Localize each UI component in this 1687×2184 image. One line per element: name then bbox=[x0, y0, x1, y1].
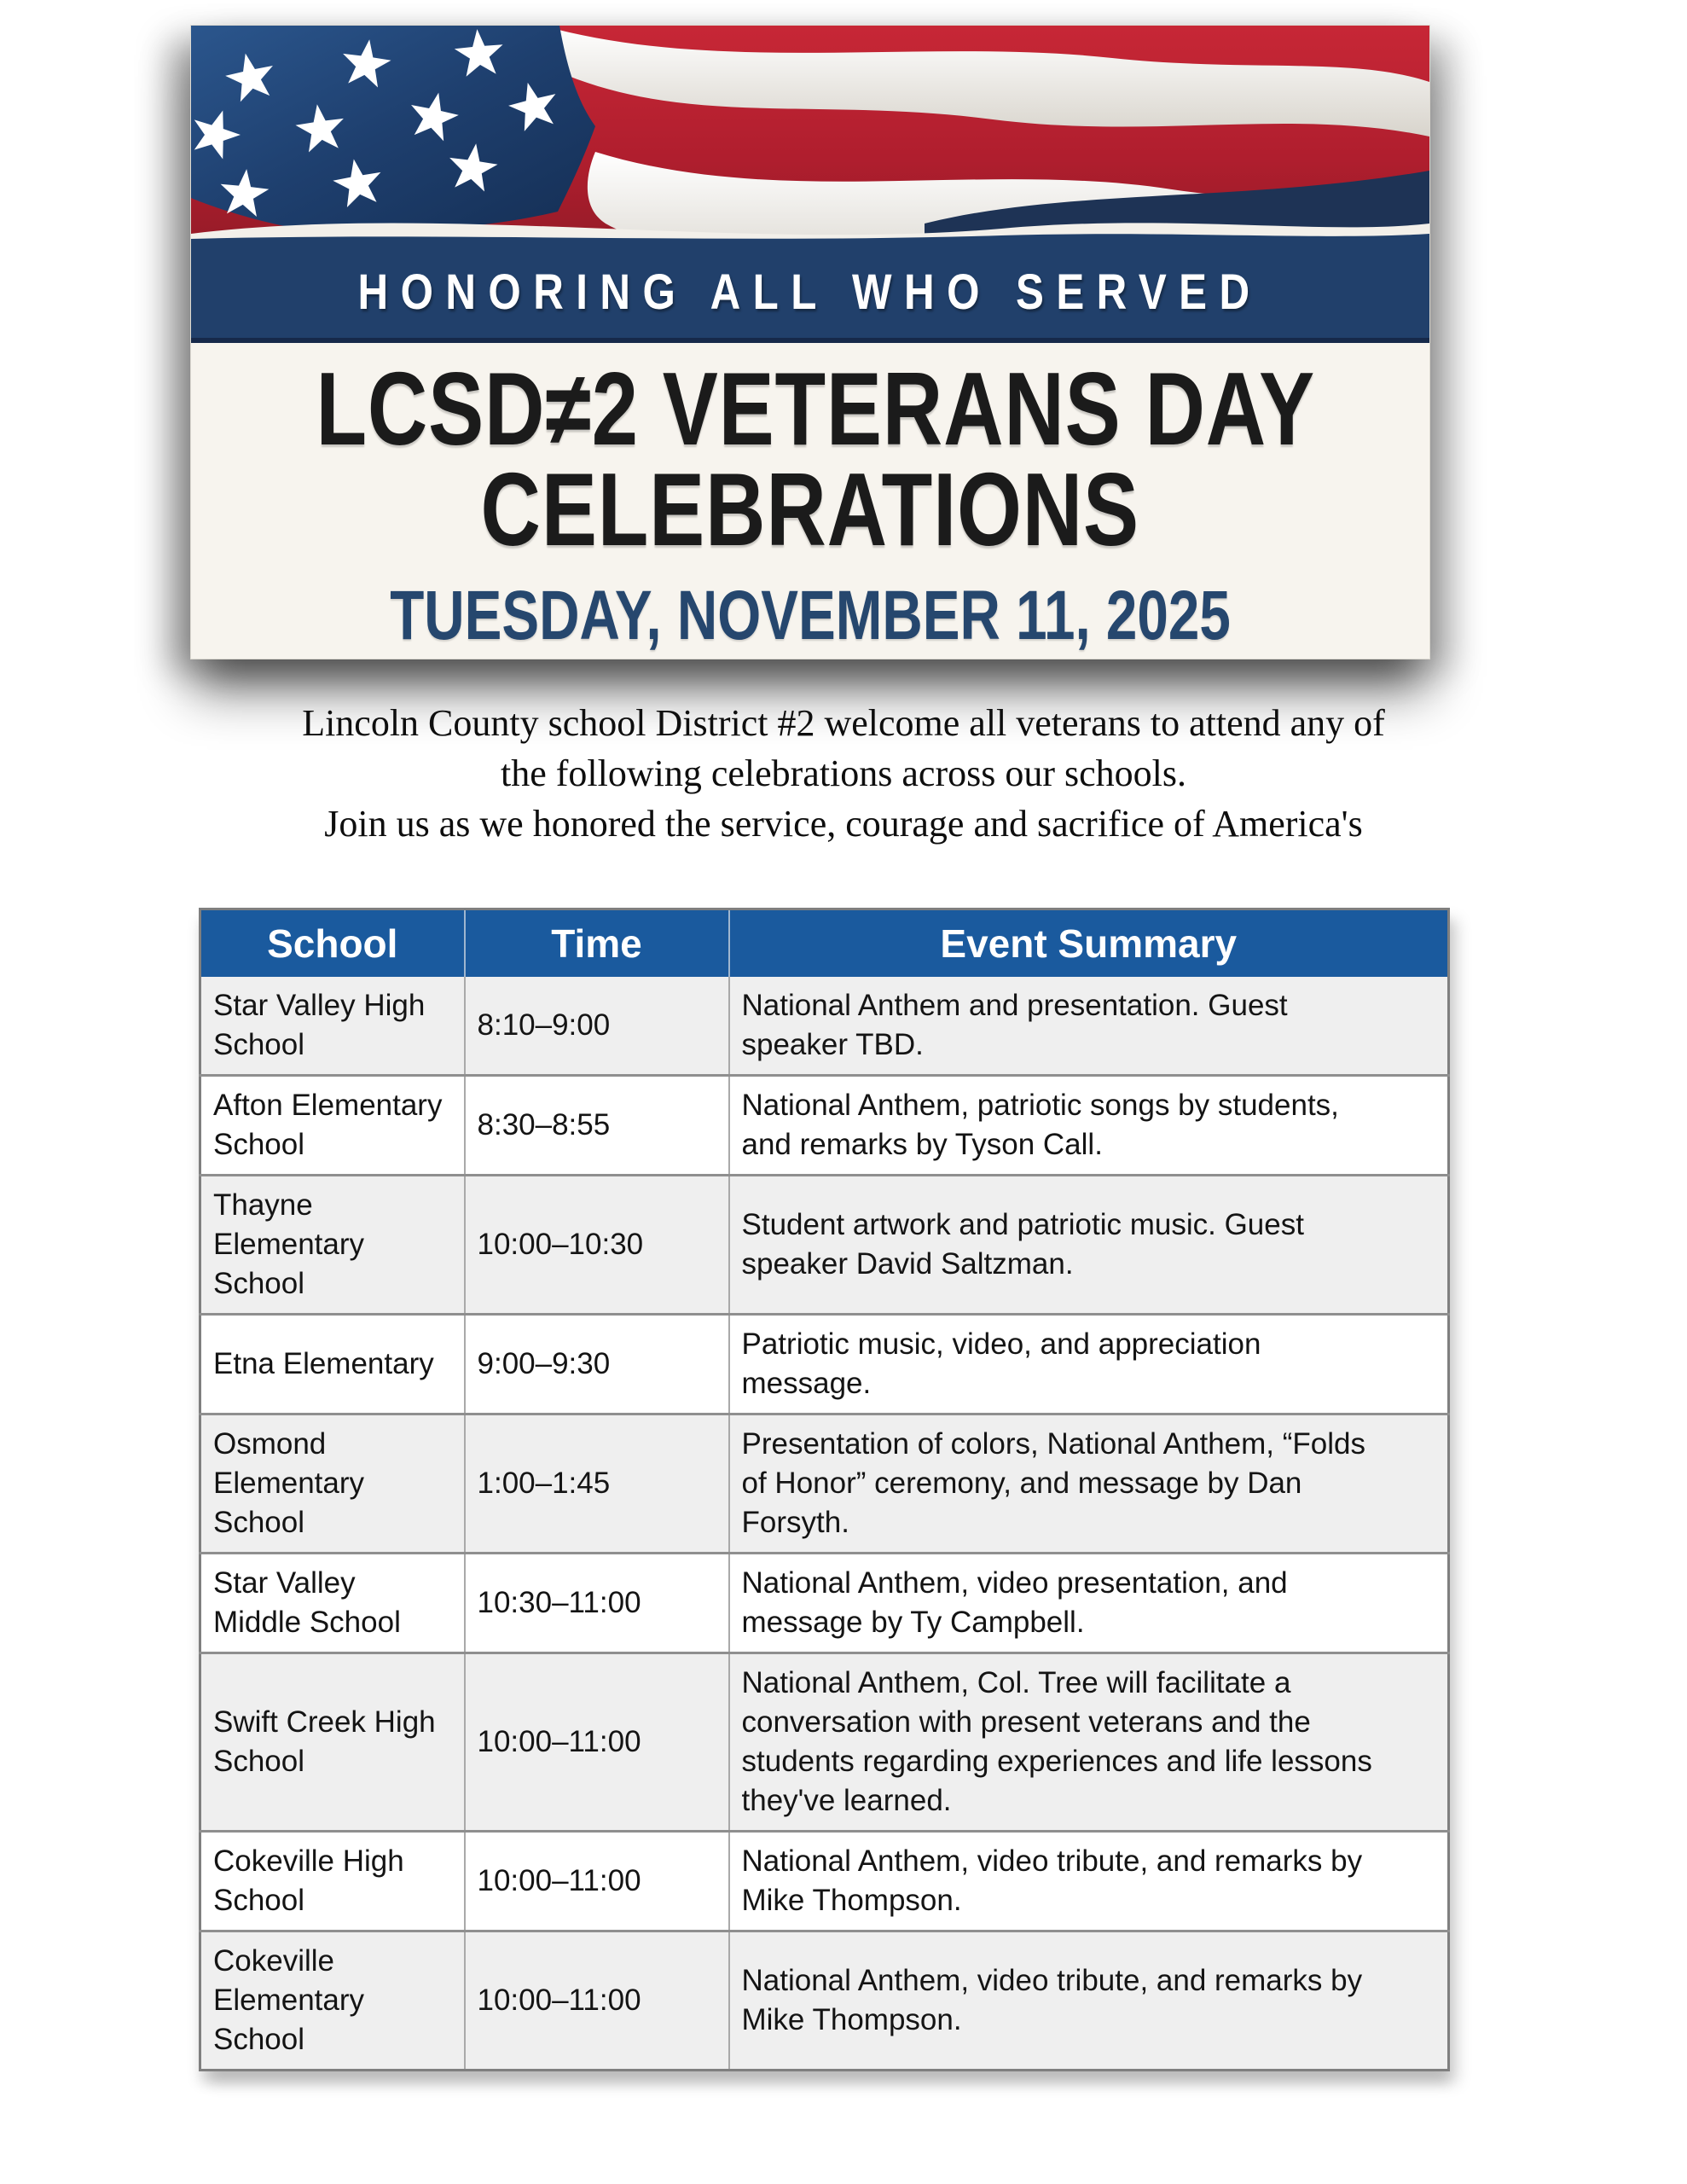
time-cell: 8:30–8:55 bbox=[465, 1076, 729, 1176]
table-row bbox=[200, 1414, 1449, 1554]
banner-title-line1: LCSD≠2 VETERANS DAY bbox=[316, 351, 1315, 467]
table-row bbox=[200, 1931, 1449, 2071]
school-cell: Swift Creek High School bbox=[200, 1653, 465, 1832]
table-row bbox=[200, 1653, 1449, 1832]
table-row bbox=[200, 1832, 1449, 1931]
veterans-day-banner bbox=[191, 26, 1429, 659]
summary-cell: Presentation of colors, National Anthem, “Folds of Honor” ceremony, and message by Dan Forsyth. bbox=[729, 1414, 1449, 1554]
time-cell: 8:10–9:00 bbox=[465, 977, 729, 1076]
banner-title-line2: CELEBRATIONS bbox=[480, 451, 1140, 567]
school-cell: Etna Elementary bbox=[200, 1315, 465, 1414]
col-header-school: School bbox=[200, 909, 465, 978]
table-row bbox=[200, 1315, 1449, 1414]
school-cell: Afton Elementary School bbox=[200, 1076, 465, 1176]
school-cell: Thayne Elementary School bbox=[200, 1176, 465, 1315]
summary-cell: National Anthem, patriotic songs by students, and remarks by Tyson Call. bbox=[729, 1076, 1449, 1176]
time-cell: 10:00–11:00 bbox=[465, 1931, 729, 2071]
table-row bbox=[200, 1554, 1449, 1653]
schedule-table-card bbox=[199, 908, 1447, 2071]
intro-paragraph bbox=[0, 698, 1687, 849]
time-cell: 9:00–9:30 bbox=[465, 1315, 729, 1414]
time-cell: 10:00–10:30 bbox=[465, 1176, 729, 1315]
school-cell: Cokeville High School bbox=[200, 1832, 465, 1931]
summary-cell: National Anthem and presentation. Guest speaker TBD. bbox=[729, 977, 1449, 1076]
summary-cell: Patriotic music, video, and appreciation message. bbox=[729, 1315, 1449, 1414]
summary-cell: National Anthem, video tribute, and remarks by Mike Thompson. bbox=[729, 1832, 1449, 1931]
time-cell: 10:00–11:00 bbox=[465, 1832, 729, 1931]
banner-date: TUESDAY, NOVEMBER 11, 2025 bbox=[390, 577, 1231, 654]
time-cell: 1:00–1:45 bbox=[465, 1414, 729, 1554]
intro-line-3: Join us as we honored the service, courage and sacrifice of America's bbox=[324, 803, 1363, 845]
summary-cell: National Anthem, video tribute, and remarks by Mike Thompson. bbox=[729, 1931, 1449, 2071]
table-row bbox=[200, 1076, 1449, 1176]
school-cell: Star Valley High School bbox=[200, 977, 465, 1076]
col-header-event-summary: Event Summary bbox=[729, 909, 1449, 978]
table-row bbox=[200, 977, 1449, 1076]
banner-titles bbox=[191, 351, 1429, 654]
intro-line-2: the following celebrations across our schools. bbox=[500, 752, 1187, 794]
time-cell: 10:30–11:00 bbox=[465, 1554, 729, 1653]
summary-cell: Student artwork and patriotic music. Guest speaker David Saltzman. bbox=[729, 1176, 1449, 1315]
table-row bbox=[200, 1176, 1449, 1315]
schedule-table bbox=[199, 908, 1450, 2071]
school-cell: Osmond Elementary School bbox=[200, 1414, 465, 1554]
school-cell: Star Valley Middle School bbox=[200, 1554, 465, 1653]
intro-line-1: Lincoln County school District #2 welcome all veterans to attend any of bbox=[302, 702, 1385, 744]
summary-cell: National Anthem, video presentation, and message by Ty Campbell. bbox=[729, 1554, 1449, 1653]
col-header-time: Time bbox=[465, 909, 729, 978]
table-header-row bbox=[200, 909, 1449, 978]
summary-cell: National Anthem, Col. Tree will facilitate a conversation with present veterans and the students regarding experiences and life lessons they've learned. bbox=[729, 1653, 1449, 1832]
ribbon-headline-text: HONORING ALL WHO SERVED bbox=[357, 264, 1263, 320]
time-cell: 10:00–11:00 bbox=[465, 1653, 729, 1832]
school-cell: Cokeville Elementary School bbox=[200, 1931, 465, 2071]
ribbon-headline bbox=[191, 244, 1429, 340]
